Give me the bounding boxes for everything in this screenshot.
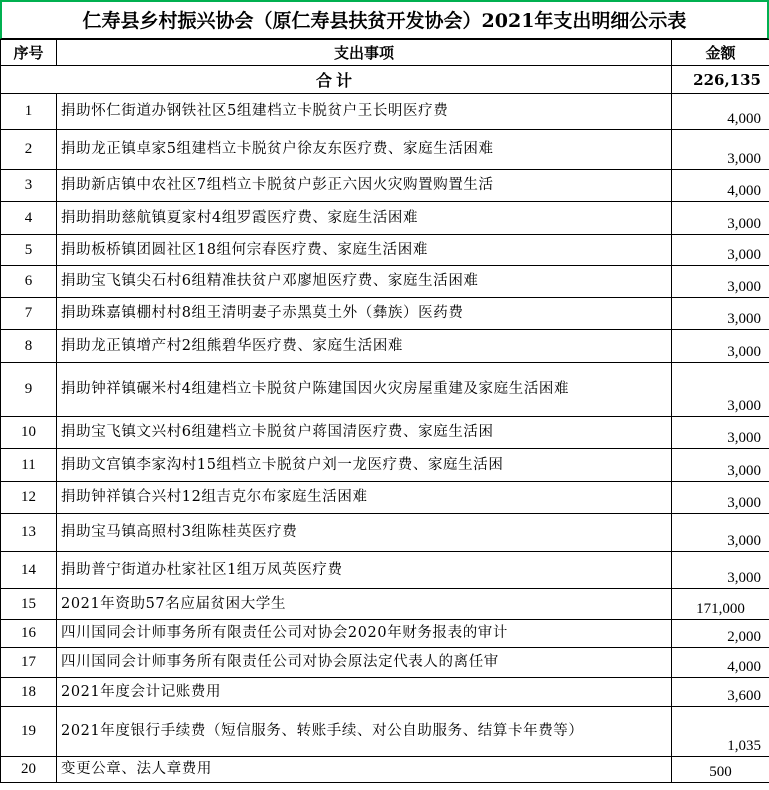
row-amount: 3,000 [672, 514, 769, 552]
row-amount: 3,000 [672, 266, 769, 298]
row-amount: 3,000 [672, 363, 769, 417]
row-item: 变更公章、法人章费用 [57, 757, 672, 783]
row-index: 1 [1, 94, 57, 130]
row-index: 4 [1, 202, 57, 235]
table-row [1, 298, 769, 330]
row-index: 19 [1, 707, 57, 757]
row-item: 捐助宝马镇高照村3组陈桂英医疗费 [57, 514, 672, 552]
table-row [1, 620, 769, 648]
row-index: 3 [1, 170, 57, 202]
column-header-amount: 金额 [672, 40, 769, 66]
row-index: 9 [1, 363, 57, 417]
row-index: 11 [1, 449, 57, 482]
table-row [1, 266, 769, 298]
row-amount: 3,000 [672, 235, 769, 266]
row-index: 20 [1, 757, 57, 783]
row-item: 2021年资助57名应届贫困大学生 [57, 589, 672, 620]
row-item: 捐助普宁街道办杜家社区1组万凤英医疗费 [57, 552, 672, 589]
page-title: 仁寿县乡村振兴协会（原仁寿县扶贫开发协会）2021年支出明细公示表 [0, 0, 769, 39]
row-index: 16 [1, 620, 57, 648]
table-row [1, 678, 769, 707]
table-row [1, 514, 769, 552]
row-item: 捐助新店镇中农社区7组档立卡脱贫户彭正六因火灾购置购置生活 [57, 170, 672, 202]
total-label: 合计 [1, 66, 672, 94]
row-item: 捐助龙正镇卓家5组建档立卡脱贫户徐友东医疗费、家庭生活困难 [57, 130, 672, 170]
table-row [1, 707, 769, 757]
table-row [1, 170, 769, 202]
row-index: 10 [1, 417, 57, 449]
row-amount: 500 [672, 757, 769, 783]
row-index: 6 [1, 266, 57, 298]
table-row [1, 449, 769, 482]
row-index: 12 [1, 482, 57, 514]
row-item: 四川国同会计师事务所有限责任公司对协会2020年财务报表的审计 [57, 620, 672, 648]
table-row [1, 417, 769, 449]
table-row [1, 589, 769, 620]
row-item: 捐助板桥镇团圆社区18组何宗春医疗费、家庭生活困难 [57, 235, 672, 266]
row-amount: 171,000 [672, 589, 769, 620]
row-amount: 3,600 [672, 678, 769, 707]
total-row [1, 66, 769, 94]
row-index: 14 [1, 552, 57, 589]
row-index: 18 [1, 678, 57, 707]
header-row [1, 40, 769, 66]
row-amount: 3,000 [672, 330, 769, 363]
row-item: 捐助钟祥镇合兴村12组吉克尔布家庭生活困难 [57, 482, 672, 514]
row-amount: 2,000 [672, 620, 769, 648]
row-amount: 3,000 [672, 298, 769, 330]
row-item: 捐助龙正镇增产村2组熊碧华医疗费、家庭生活困难 [57, 330, 672, 363]
row-item: 捐助怀仁街道办钢铁社区5组建档立卡脱贫户王长明医疗费 [57, 94, 672, 130]
table-row [1, 363, 769, 417]
table-row [1, 482, 769, 514]
row-item: 捐助文宫镇李家沟村15组档立卡脱贫户刘一龙医疗费、家庭生活困 [57, 449, 672, 482]
column-header-item: 支出事项 [57, 40, 672, 66]
row-amount: 3,000 [672, 482, 769, 514]
table-row [1, 648, 769, 678]
table-row [1, 330, 769, 363]
row-item: 2021年度银行手续费（短信服务、转账手续、对公自助服务、结算卡年费等） [57, 707, 672, 757]
row-amount: 4,000 [672, 648, 769, 678]
row-index: 17 [1, 648, 57, 678]
row-index: 2 [1, 130, 57, 170]
row-index: 15 [1, 589, 57, 620]
table-row [1, 757, 769, 783]
row-item: 捐助宝飞镇尖石村6组精准扶贫户邓廖旭医疗费、家庭生活困难 [57, 266, 672, 298]
row-amount: 3,000 [672, 449, 769, 482]
expense-table [0, 39, 769, 783]
row-index: 7 [1, 298, 57, 330]
row-amount: 4,000 [672, 170, 769, 202]
table-row [1, 202, 769, 235]
row-item: 2021年度会计记账费用 [57, 678, 672, 707]
row-index: 8 [1, 330, 57, 363]
table-row [1, 552, 769, 589]
row-amount: 3,000 [672, 130, 769, 170]
row-amount: 3,000 [672, 417, 769, 449]
table-row [1, 94, 769, 130]
row-amount: 3,000 [672, 552, 769, 589]
row-item: 捐助珠嘉镇棚村村8组王清明妻子赤黑莫土外（彝族）医药费 [57, 298, 672, 330]
row-item: 捐助宝飞镇文兴村6组建档立卡脱贫户蒋国清医疗费、家庭生活困 [57, 417, 672, 449]
row-amount: 3,000 [672, 202, 769, 235]
row-index: 5 [1, 235, 57, 266]
row-amount: 4,000 [672, 94, 769, 130]
table-row [1, 130, 769, 170]
row-item: 捐助钟祥镇碾米村4组建档立卡脱贫户陈建国因火灾房屋重建及家庭生活困难 [57, 363, 672, 417]
row-item: 四川国同会计师事务所有限责任公司对协会原法定代表人的离任审 [57, 648, 672, 678]
row-item: 捐助捐助慈航镇夏家村4组罗霞医疗费、家庭生活困难 [57, 202, 672, 235]
column-header-index: 序号 [1, 40, 57, 66]
row-index: 13 [1, 514, 57, 552]
table-row [1, 235, 769, 266]
total-amount: 226,135 [672, 66, 769, 94]
row-amount: 1,035 [672, 707, 769, 757]
